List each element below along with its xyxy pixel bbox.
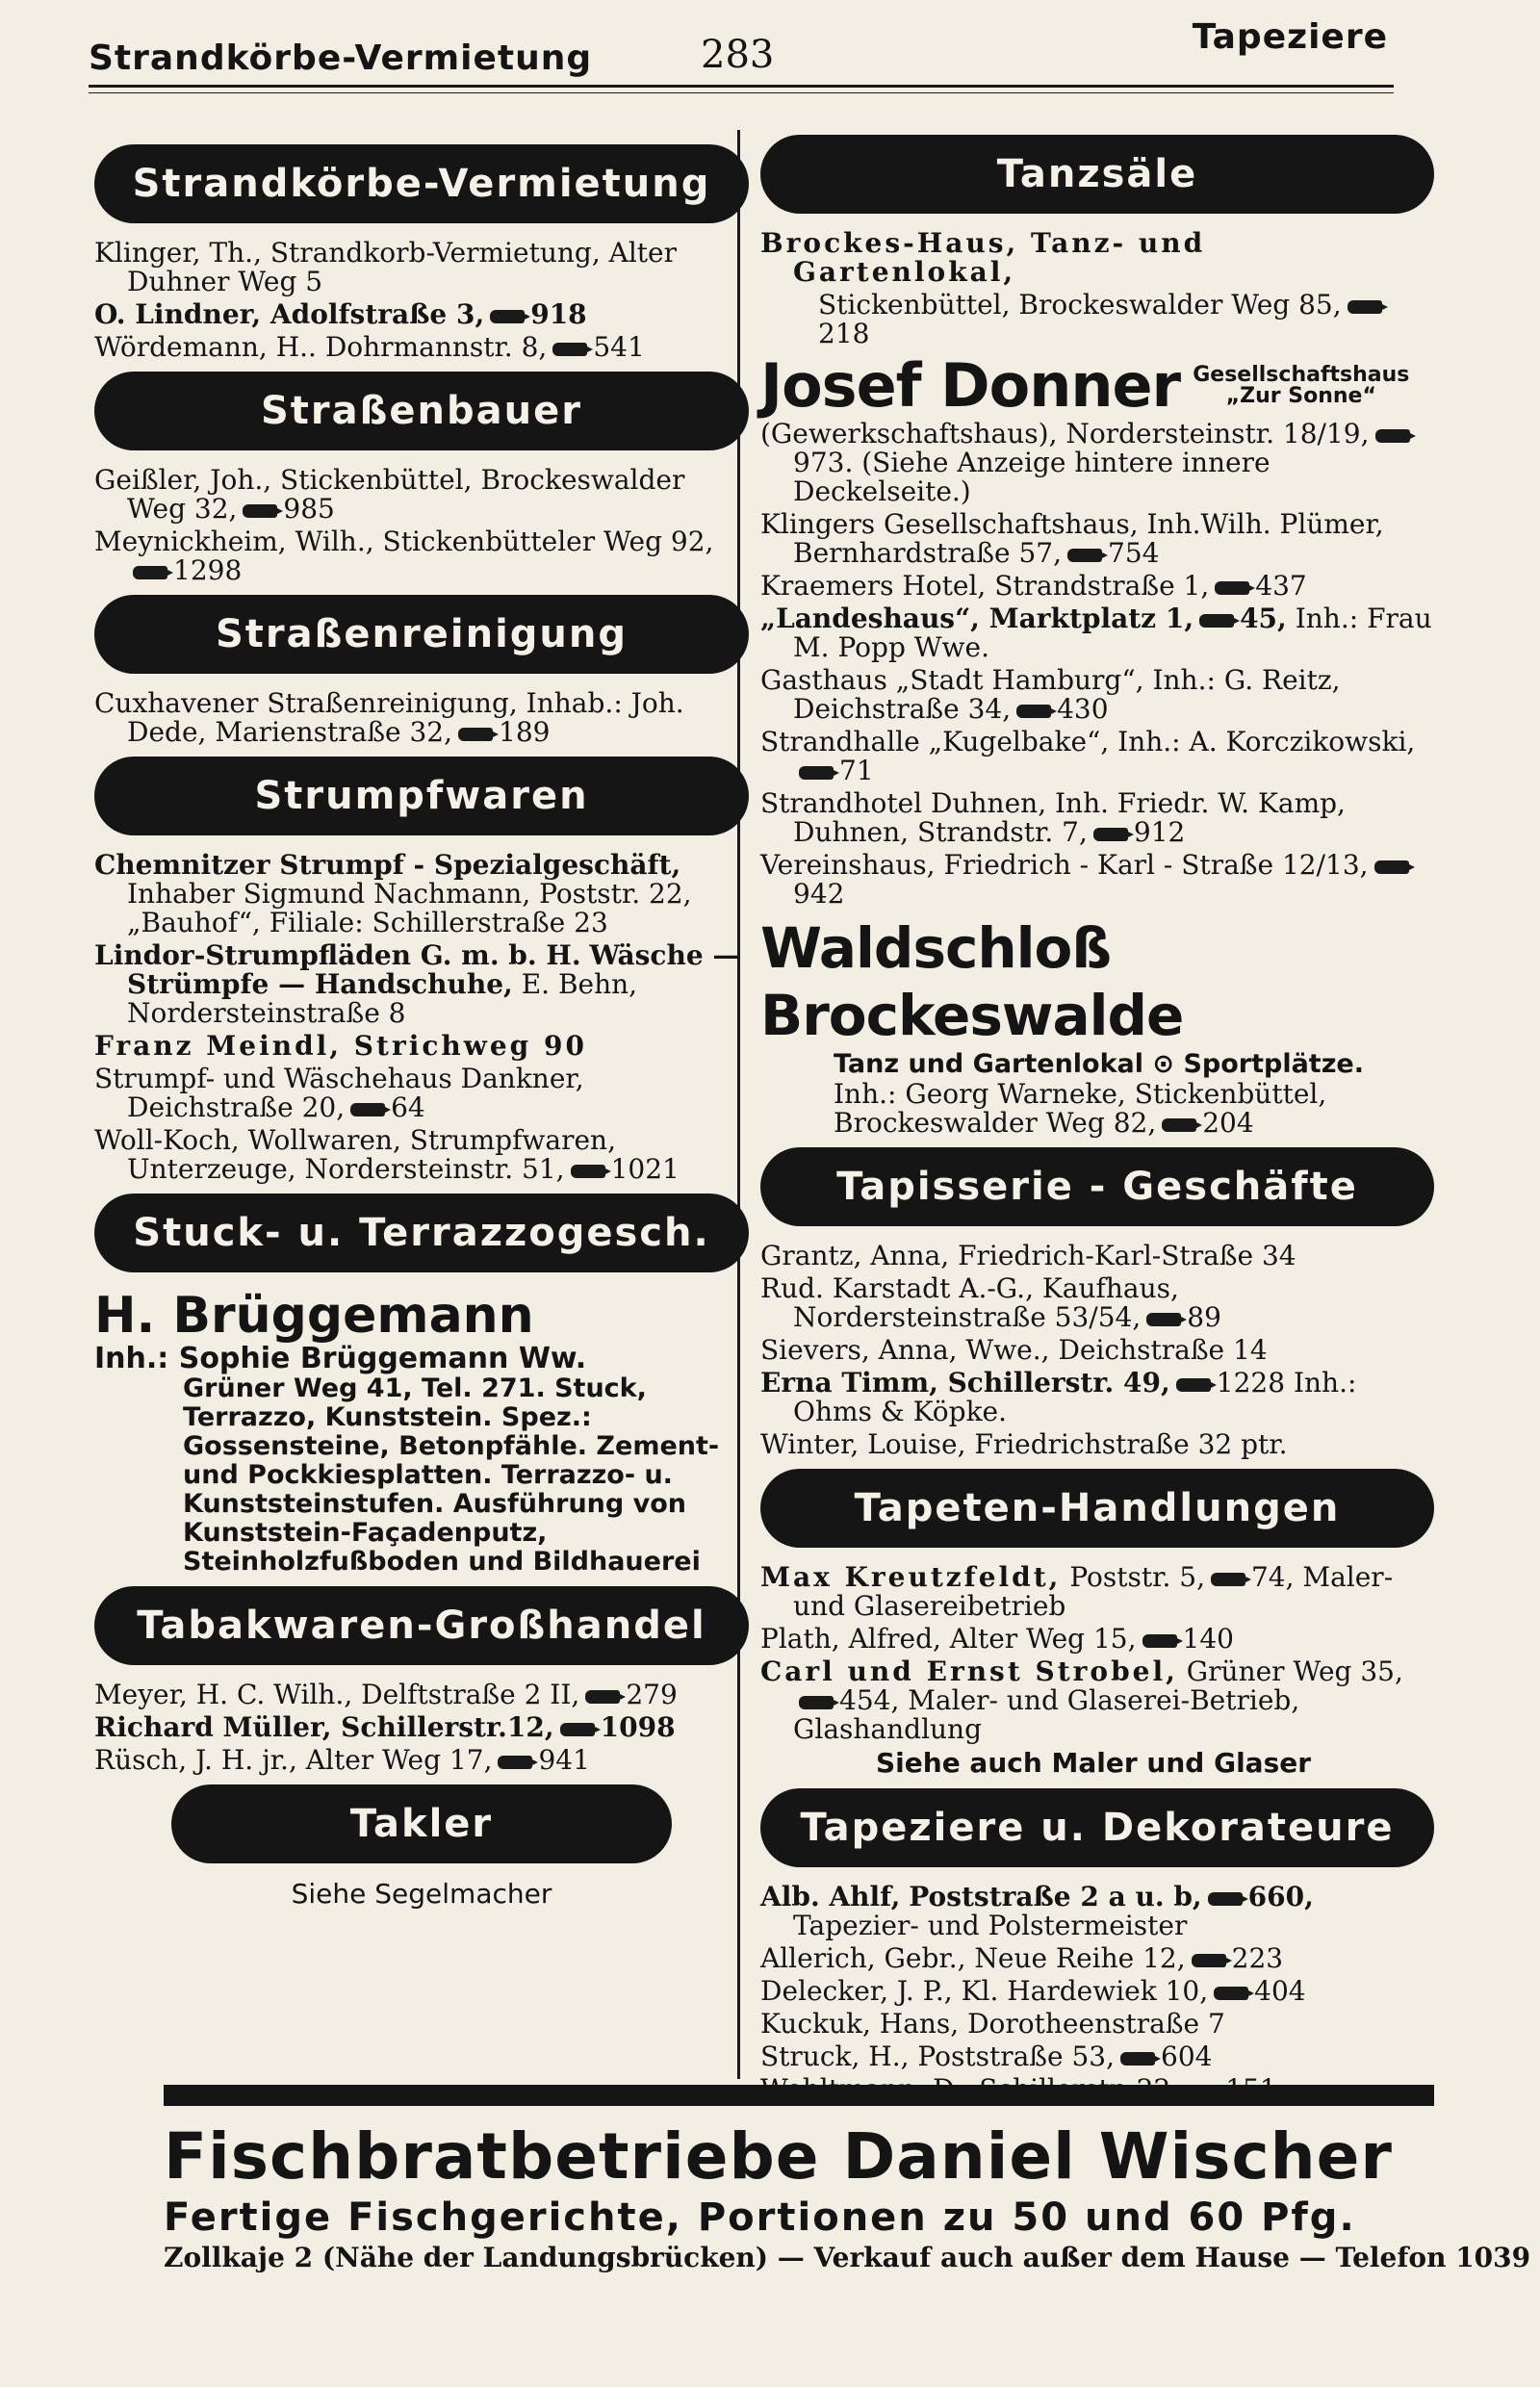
listing-entry: „Landeshaus“, Marktplatz 1, 45, Inh.: Frau M. Popp Wwe. [760,603,1432,663]
phone-icon [585,1690,620,1704]
phone-icon [571,1165,605,1178]
donner-ad [760,352,1434,420]
listing-entry: Carl und Ernst Strobel, Grüner Weg 35,454, Maler- und Glaserei-Betrieb, Glashandlung [760,1656,1403,1745]
phone-icon [133,566,167,579]
advertiser-tagline: Tanz und Gartenlokal ⊙ Sportplätze. [834,1049,1364,1079]
section-banner-tapeziere: Tapeziere u. Dekorateure [760,1788,1434,1867]
header-rule-thin [89,92,1394,93]
listing-entry: Strandhotel Duhnen, Inh. Friedr. W. Kamp, Duhnen, Strandstr. 7, 912 [760,787,1346,848]
listing-entry: Rud. Karstadt A.-G., Kaufhaus, Nordersteinstraße 53/54, 89 [760,1272,1221,1333]
page-number: 283 [701,33,775,77]
section-banner-strumpfwaren: Strumpfwaren [94,757,749,835]
section-banner-tapisserie: Tapisserie - Geschäfte [760,1147,1434,1226]
cross-reference-note: Siehe Segelmacher [291,1878,552,1910]
listing-entry: Richard Müller, Schillerstr.12, 1098 [94,1711,676,1743]
phone-icon [1215,581,1249,595]
listing-entry: Rüsch, J. H. jr., Alter Weg 17, 941 [94,1744,590,1776]
listing-entry: Meynickheim, Wilh., Stickenbütteler Weg 92,1298 [94,526,714,586]
phone-icon [1375,429,1410,443]
listing-entry: Alb. Ahlf, Poststraße 2 a u. b, 660, Tapezier- und Polstermeister [760,1881,1314,1941]
section-banner-tapeten: Tapeten-Handlungen [760,1469,1434,1548]
listing-entry: Franz Meindl, Strichweg 90 [94,1030,587,1062]
listing-entry: Struck, H., Poststraße 53, 604 [760,2040,1213,2072]
listing-entry: Kuckuk, Hans, Dorotheenstraße 7 [760,2008,1225,2040]
phone-icon [1146,1313,1181,1326]
listing-entry: Lindor-Strumpfläden G. m. b. H. Wäsche — Strümpfe — Handschuhe, E. Behn, Nordersteinstraße 8 [94,939,740,1029]
cross-reference-note: Siehe auch Maler und Glaser [876,1747,1312,1779]
advertiser-address: Brockeswalder Weg 82, 204 [834,1107,1254,1139]
right-column [760,125,1434,2108]
footer-address: Zollkaje 2 (Nähe der Landungsbrücken) — Verkauf auch außer dem Hause — Telefon 1039 [164,2242,1531,2273]
advertiser-tagline: Gesellschaftshaus „Zur Sonne“ [1193,363,1410,408]
phone-icon [498,1756,532,1769]
advertiser-owner: Inh.: Georg Warneke, Stickenbüttel, [834,1078,1327,1110]
listing-entry: Sievers, Anna, Wwe., Deichstraße 14 [760,1334,1268,1366]
phone-icon [1348,300,1382,314]
section-banner-strassenreinigung: Straßenreinigung [94,595,749,674]
running-header-right: Tapeziere [1192,17,1388,57]
phone-icon [799,1696,834,1709]
phone-icon [490,310,525,323]
listing-entry: Brockes-Haus, Tanz- und Gartenlokal, [760,227,1206,288]
phone-icon [1162,1118,1196,1132]
listing-entry: Vereinshaus, Friedrich - Karl - Straße 12/13,942 [760,851,1434,909]
phone-icon [1016,705,1051,718]
running-header-left: Strandkörbe-Vermietung [89,38,593,78]
listing-entry: Strandhalle „Kugelbake“, Inh.: A. Korczikowski,71 [760,726,1416,786]
phone-icon [1067,549,1102,562]
listing-entry: Grantz, Anna, Friedrich-Karl-Straße 34 [760,1240,1296,1271]
listing-entry: Plath, Alfred, Alter Weg 15, 140 [760,1623,1234,1655]
listing-entry: Delecker, J. P., Kl. Hardewiek 10, 404 [760,1975,1306,2007]
listing-entry: Winter, Louise, Friedrichstraße 32 ptr. [760,1428,1288,1460]
listing-entry: Gasthaus „Stadt Hamburg“, Inh.: G. Reitz, Deichstraße 34, 430 [760,664,1341,725]
footer-title: Fischbratbetriebe Daniel Wischer [164,2119,1393,2194]
phone-icon [1192,1954,1226,1967]
listing-entry: Erna Timm, Schillerstr. 49, 1228 Inh.: Ohms & Köpke. [760,1367,1357,1427]
footer-offer: Fertige Fischgerichte, Portionen zu 50 und 60 Pfg. [164,2195,1356,2240]
listing-entry: Stickenbüttel, Brockeswalder Weg 85,218 [760,291,1434,348]
phone-icon [1374,860,1409,874]
listing-entry: O. Lindner, Adolfstraße 3, 918 [94,298,587,330]
listing-entry: Strumpf- und Wäschehaus Dankner, Deichstraße 20, 64 [94,1063,584,1123]
phone-icon [1093,828,1128,841]
phone-icon [560,1723,595,1736]
section-banner-strandkoerbe: Strandkörbe-Vermietung [94,144,749,223]
header-rule [89,85,1394,88]
phone-icon [350,1103,385,1116]
phone-icon [1211,1573,1245,1586]
advertiser-name: H. Brüggemann [94,1287,534,1345]
phone-icon [1208,1892,1243,1906]
listing-entry: Klinger, Th., Strandkorb-Vermietung, Alter Duhner Weg 5 [94,237,678,297]
advertiser-name: Waldschloß Brockeswalde [760,915,1184,1048]
phone-icon [1176,1378,1211,1392]
footer-advertisement [164,2085,1531,2275]
listing-entry: Kraemers Hotel, Strandstraße 1, 437 [760,570,1307,602]
listing-entry: Allerich, Gebr., Neue Reihe 12, 223 [760,1942,1284,1974]
advertiser-description: Grüner Weg 41, Tel. 271. Stuck, Terrazzo, Kunststein. Spez.: Gossensteine, Betonpfähle. Zement- und Pockkiesplatten. Terrazzo- u. Kunststeinstufen. Ausführung von Kunststein-Façadenputz, Steinholzfußboden und Bildhauerei [183,1373,720,1577]
phone-icon [1199,614,1234,628]
section-banner-takler: Takler [171,1784,672,1863]
phone-icon [799,766,834,780]
phone-icon [458,728,493,741]
advertiser-owner: Inh.: Sophie Brüggemann Ww. [94,1342,587,1375]
phone-icon [1142,1634,1177,1648]
footer-bar [164,2085,1434,2106]
listing-entry: Wördemann, H.. Dohrmannstr. 8, 541 [94,331,645,363]
listing-entry: Meyer, H. C. Wilh., Delftstraße 2 II, 279 [94,1679,678,1710]
phone-icon [243,504,277,518]
listing-entry: Klingers Gesellschaftshaus, Inh.Wilh. Plümer, Bernhardstraße 57, 754 [760,508,1384,569]
listing-entry: Cuxhavener Straßenreinigung, Inhab.: Joh. Dede, Marienstraße 32, 189 [94,687,684,748]
section-banner-tabak: Tabakwaren-Großhandel [94,1586,749,1665]
listing-entry: (Gewerkschaftshaus), Nordersteinstr. 18/19,973. (Siehe Anzeige hintere innere Deckelseite.) [760,420,1434,506]
section-banner-strassenbauer: Straßenbauer [94,372,749,450]
phone-icon [1214,1987,1248,2000]
listing-entry: Woll-Koch, Wollwaren, Strumpfwaren, Unterzeuge, Nordersteinstr. 51, 1021 [94,1124,680,1185]
section-banner-stuck: Stuck- u. Terrazzogesch. [94,1194,749,1272]
section-banner-tanzsaele: Tanzsäle [760,135,1434,214]
phone-icon [552,343,587,356]
advertiser-name: Josef Donner [760,350,1181,421]
listing-entry: Chemnitzer Strumpf - Spezialgeschäft, Inhaber Sigmund Nachmann, Poststr. 22, „Bauhof“, Filiale: Schillerstraße 23 [94,849,692,938]
listing-entry: Geißler, Joh., Stickenbüttel, Brockeswalder Weg 32, 985 [94,464,685,525]
phone-icon [1120,2052,1155,2066]
left-column [94,135,749,1910]
listing-entry: Max Kreutzfeldt, Poststr. 5, 74, Maler- und Glasereibetrieb [760,1561,1394,1622]
